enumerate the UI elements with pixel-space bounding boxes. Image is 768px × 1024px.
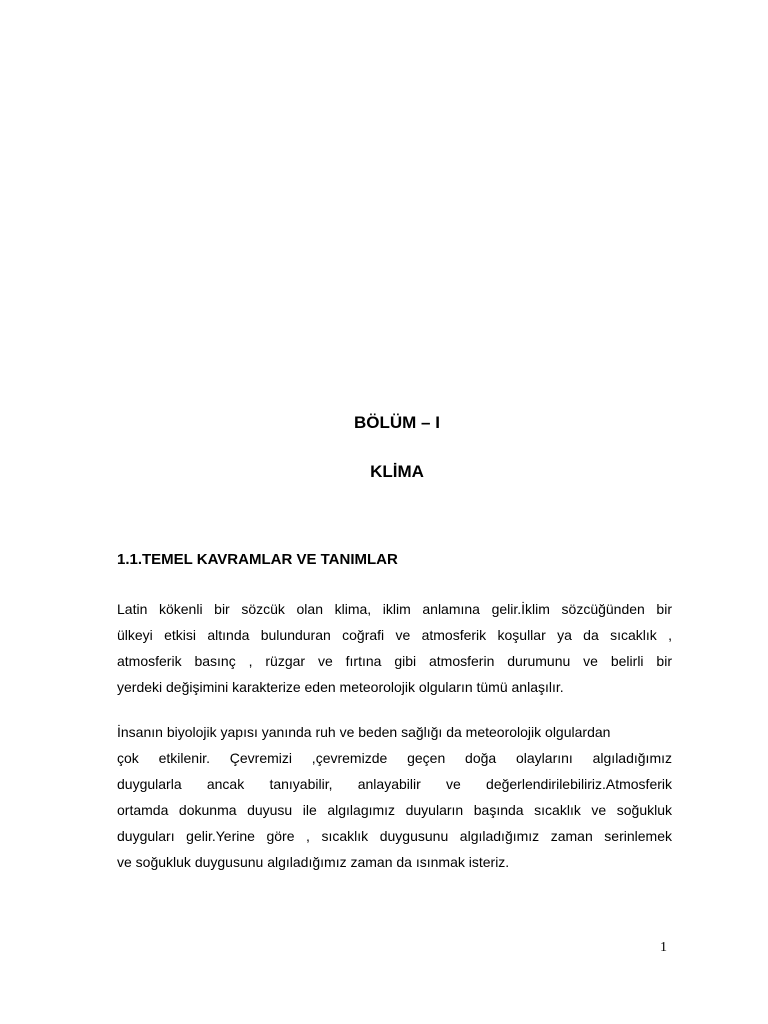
paragraph-line: Latin kökenli bir sözcük olan klima, iklim anlamına gelir.İklim sözcüğünden bir [117,601,672,617]
paragraph-2 [117,719,672,875]
chapter-title: KLİMA [370,462,424,481]
paragraph-line: atmosferik basınç , rüzgar ve fırtına gibi atmosferin durumunu ve belirli bir [117,653,672,669]
chapter-label: BÖLÜM – I [354,413,440,432]
paragraph-line: yerdeki değişimini karakterize eden meteorolojik olguların tümü anlaşılır. [117,679,564,695]
paragraph-line: ve soğukluk duygusunu algıladığımız zaman da ısınmak isteriz. [117,854,510,870]
paragraph-line: duyguları gelir.Yerine göre , sıcaklık duygusunu algıladığımız zaman serinlemek [117,828,672,844]
paragraph-line: ülkeyi etkisi altında bulunduran coğrafi ve atmosferik koşullar ya da sıcaklık , [117,627,672,643]
paragraph-1 [117,596,672,700]
paragraph-line: çok etkilenir. Çevremizi ,çevremizde geçen doğa olaylarını algıladığımız [117,750,672,766]
paragraph-line: ortamda dokunma duyusu ile algılagımız duyuların başında sıcaklık ve soğukluk [117,802,672,818]
paragraph-line: duygularla ancak tanıyabilir, anlayabilir ve değerlendirilebiliriz.Atmosferik [117,776,672,792]
section-heading: 1.1.TEMEL KAVRAMLAR VE TANIMLAR [117,551,398,568]
paragraph-line: İnsanın biyolojik yapısı yanında ruh ve beden sağlığı da meteorolojik olgulardan [117,724,611,740]
page-number: 1 [660,940,667,955]
